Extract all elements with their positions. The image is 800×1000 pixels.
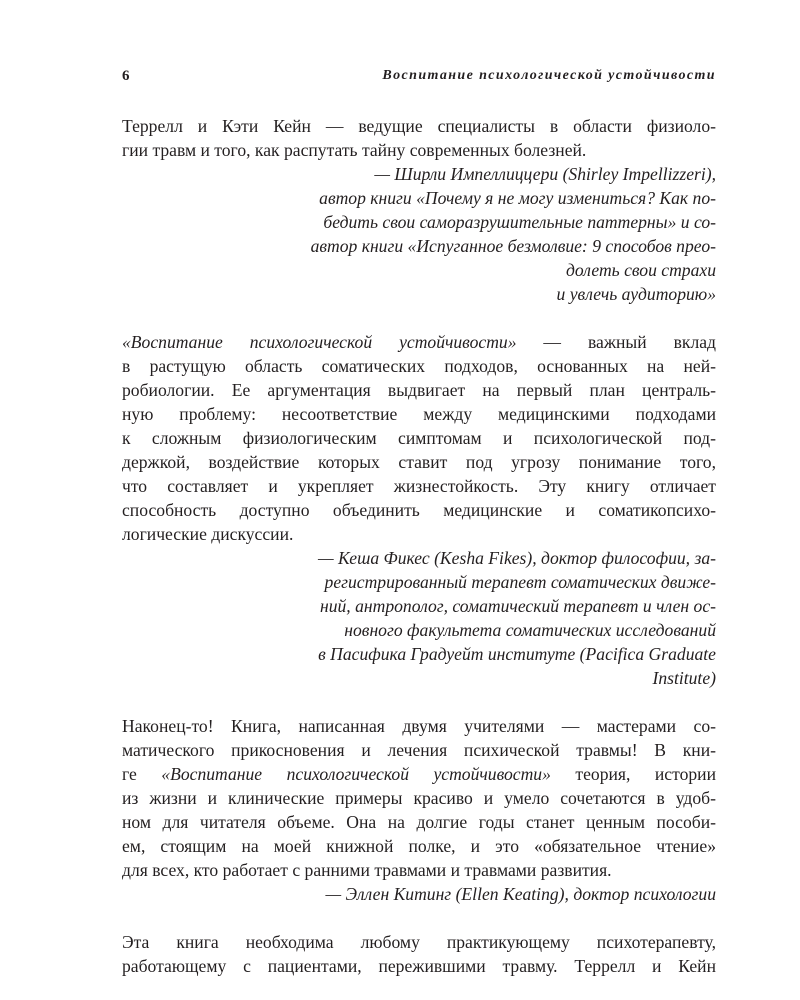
attribution-line: автор книги «Испуганное безмолвие: 9 способов прео- [310,236,716,256]
review-text-line: ем, стоящим на моей книжной полке, и это «обязательное чтение» [122,836,716,856]
review-attribution [122,546,716,690]
review-text-line: логические дискуссии. [122,524,294,544]
review-text-line: ном для читателя объеме. Она на долгие годы станет ценным пособи- [122,812,716,832]
review-text-line [122,762,716,786]
attribution-line: в Пасифика Градуейт институте (Pacifica Graduate [318,644,716,664]
review-text-line: Наконец-то! Книга, написанная двумя учителями — мастерами со- [122,716,716,736]
attribution-line: ний, антрополог, соматический терапевт и член ос- [319,596,716,616]
review-text-line: держкой, воздействие которых ставит под угрозу понимание того, [122,452,716,472]
attribution-line: Institute) [652,668,716,688]
book-title: «Воспитание психологической устойчивости» [122,332,517,352]
attribution-line: новного факультета соматических исследований [344,620,716,640]
attribution-line: — Эллен Китинг (Ellen Keating), доктор психологии [325,884,716,904]
review-text-line: ную проблему: несоответствие между медицинскими подходами [122,404,716,424]
review-text-line: из жизни и клинические примеры красиво и умело сочетаются в удоб- [122,788,716,808]
review-text-line: в растущую область соматических подходов, основанных на ней- [122,356,716,376]
review-text-line: для всех, кто работает с ранними травмами и травмами развития. [122,860,612,880]
review-text-line: к сложным физиологическим симптомам и психологической под- [122,428,716,448]
review-text-line: что составляет и укрепляет жизнестойкость. Эту книгу отличает [122,476,716,496]
review-text-line: Эта книга необходима любому практикующему психотерапевту, [122,932,716,952]
page-header [122,64,716,88]
attribution-line: автор книги «Почему я не могу измениться? Как по- [319,188,716,208]
review-text-line: гии травм и того, как распутать тайну современных болезней. [122,140,587,160]
review-text-line: матического прикосновения и лечения психической травмы! В кни- [122,740,716,760]
attribution-line: регистрированный терапевт соматических движе- [324,572,716,592]
attribution-line: долеть свои страхи [566,260,716,280]
page-content [122,114,716,978]
review-text-line: способность доступно объединить медицинские и соматикопсихо- [122,500,716,520]
review-text-line: Террелл и Кэти Кейн — ведущие специалисты в области физиоло- [122,116,716,136]
review-text-line [122,330,716,354]
attribution-line: и увлечь аудиторию» [556,284,716,304]
page-number: 6 [122,68,130,84]
review-attribution [122,882,716,906]
review-text-line: робиологии. Ее аргументация выдвигает на первый план централь- [122,380,716,400]
attribution-line: бедить свои саморазрушительные паттерны» и со- [323,212,716,232]
review-text-fragment: теория, истории [550,764,716,784]
review-text-fragment: — важный вклад [516,332,716,352]
review-attribution [122,162,716,306]
attribution-line: — Ширли Импеллиццери (Shirley Impellizzeri), [374,164,716,184]
review-1 [122,114,716,306]
review-2 [122,330,716,690]
review-4 [122,930,716,978]
review-text-line: работающему с пациентами, пережившими травму. Террелл и Кейн [122,956,716,976]
review-text-fragment: ге [122,764,162,784]
attribution-line: — Кеша Фикес (Kesha Fikes), доктор философии, за- [317,548,716,568]
review-3 [122,714,716,906]
running-head: Воспитание психологической устойчивости [382,68,716,83]
book-title: «Воспитание психологической устойчивости» [161,764,551,784]
